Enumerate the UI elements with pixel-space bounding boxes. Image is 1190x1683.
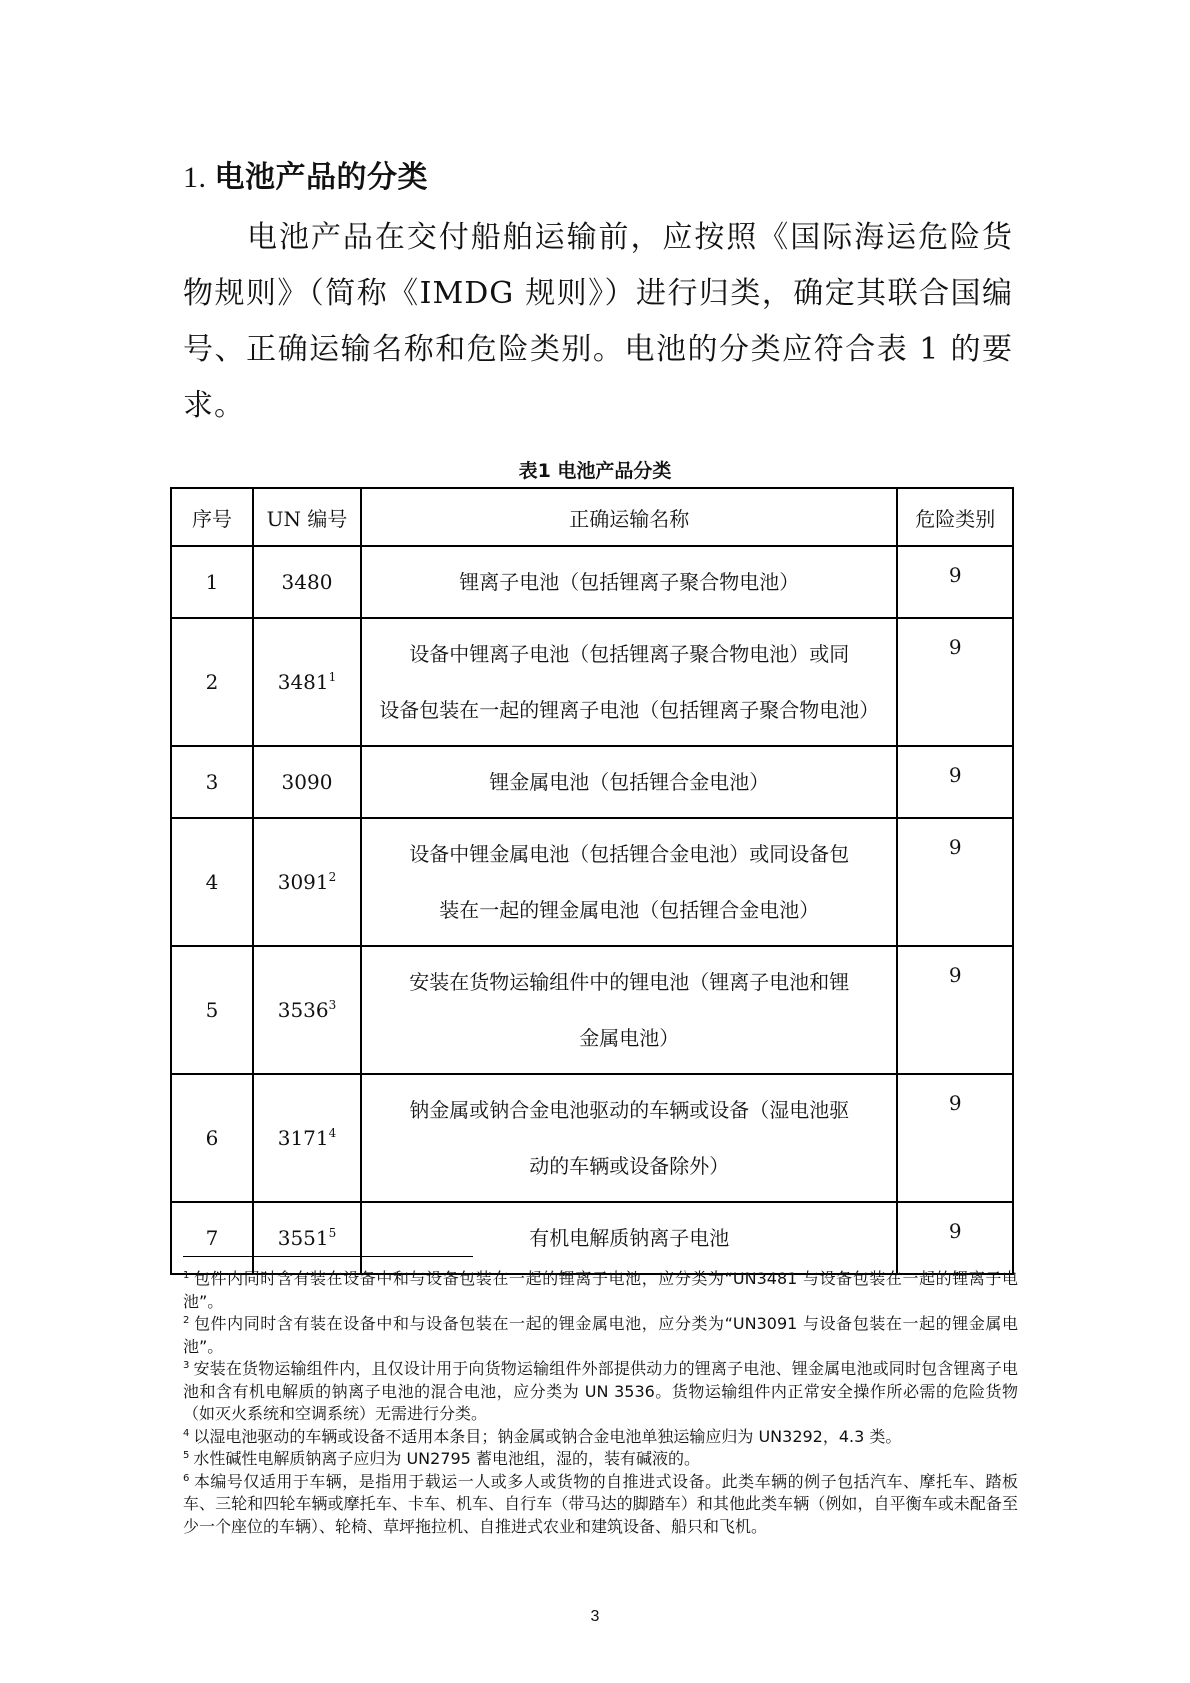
name-line: 有机电解质钠离子电池 [529,1226,730,1250]
footnote [183,1313,1018,1358]
footnote-ref: 5 [328,1226,337,1240]
name-line: 装在一起的锂金属电池（包括锂合金电池） [439,898,820,922]
section-heading [183,158,428,198]
name-line: 锂金属电池（包括锂合金电池） [489,770,770,794]
footnote [183,1471,1018,1539]
name-line: 设备中锂金属电池（包括锂合金电池）或同设备包 [409,842,850,866]
table-row [171,746,1013,818]
un-number: 3481 [277,670,329,694]
cell-seq: 5 [171,946,253,1074]
section-number: 1. [183,161,207,194]
footnote-mark: 2 [183,1315,190,1326]
footnote-mark: 1 [183,1270,190,1281]
cell-seq: 2 [171,618,253,746]
table-row [171,1074,1013,1202]
name-line: 钠金属或钠合金电池驱动的车辆或设备（湿电池驱 [409,1098,850,1122]
cell-seq: 1 [171,546,253,618]
cell-seq: 7 [171,1202,253,1274]
cell-un [253,818,361,946]
un-number: 3536 [277,998,329,1022]
cell-name [361,818,898,946]
table-header-row [171,488,1013,546]
footnote [183,1426,1018,1449]
un-number: 3091 [277,870,329,894]
cell-name [361,546,898,618]
footnote-ref: 1 [328,670,337,684]
header-un: UN 编号 [253,488,361,546]
footnote-text: 包件内同时含有装在设备中和与设备包装在一起的锂金属电池，应分类为“UN3091 与设备包装在一起的锂金属电池”。 [183,1314,1018,1356]
page-number: 3 [590,1608,600,1625]
footnote-mark: 4 [183,1427,190,1439]
cell-category: 9 [897,1074,1013,1202]
un-number: 3090 [281,770,333,794]
footnote-mark: 3 [183,1360,190,1371]
footnote-text: 本编号仅适用于车辆，是指用于载运一人或多人或货物的自推进式设备。此类车辆的例子包括汽车、摩托车、踏板车、三轮和四轮车辆或摩托车、卡车、机车、自行车（带马达的脚踏车）和其他此类车辆（例如，自平衡车或未配备至少一个座位的车辆）、轮椅、草坪拖拉机、自推进式农业和建筑设备、船只和飞机。 [183,1471,1018,1536]
cell-category: 9 [897,618,1013,746]
footnote [183,1448,1018,1471]
cell-un [253,618,361,746]
section-title: 电池产品的分类 [214,160,428,195]
name-line: 设备中锂离子电池（包括锂离子聚合物电池）或同 [409,642,850,666]
cell-seq: 6 [171,1074,253,1202]
table-row [171,1202,1013,1274]
cell-name [361,1202,898,1274]
cell-category: 9 [897,946,1013,1074]
name-line: 设备包装在一起的锂离子电池（包括锂离子聚合物电池） [379,698,880,722]
table-row [171,618,1013,746]
cell-un [253,1074,361,1202]
footnote-ref: 2 [328,870,337,884]
footnote-text: 以湿电池驱动的车辆或设备不适用本条目；钠金属或钠合金电池单独运输应归为 UN3292，4.3 类。 [193,1426,902,1446]
cell-un [253,746,361,818]
cell-category: 9 [897,1202,1013,1274]
table-caption: 表1 电池产品分类 [518,460,672,482]
header-seq: 序号 [171,488,253,546]
name-line: 金属电池） [579,1026,680,1050]
header-name: 正确运输名称 [361,488,898,546]
name-line: 动的车辆或设备除外） [529,1154,730,1178]
footnote-mark: 6 [183,1472,190,1484]
intro-paragraph: 电池产品在交付船舶运输前，应按照《国际海运危险货物规则》（简称《IMDG 规则》）进行归类，确定其联合国编号、正确运输名称和危险类别。电池的分类应符合表 1 的要求。 [183,220,1013,423]
footnote-mark: 5 [183,1450,190,1461]
un-number: 3171 [277,1126,329,1150]
footnote-ref: 3 [328,998,337,1012]
footnotes [183,1268,1018,1538]
cell-un [253,546,361,618]
un-number: 3480 [281,570,333,594]
name-line: 安装在货物运输组件中的锂电池（锂离子电池和锂 [409,970,850,994]
cell-name [361,946,898,1074]
cell-seq: 3 [171,746,253,818]
cell-category: 9 [897,818,1013,946]
footnote-text: 安装在货物运输组件内，且仅设计用于向货物运输组件外部提供动力的锂离子电池、锂金属电池或同时包含锂离子电池和含有机电解质的钠离子电池的混合电池，应分类为 UN 3536。货物运输组件内正常安全操作所必需的危险货物（如灭火系统和空调系统）无需进行分类。 [183,1359,1018,1423]
cell-seq: 4 [171,818,253,946]
cell-category: 9 [897,546,1013,618]
footnote [183,1268,1018,1313]
cell-un [253,946,361,1074]
footnote-text: 包件内同时含有装在设备中和与设备包装在一起的锂离子电池，应分类为“UN3481 与设备包装在一起的锂离子电池”。 [183,1269,1018,1311]
un-number: 3551 [277,1226,329,1250]
cell-name [361,618,898,746]
table-row [171,946,1013,1074]
cell-category: 9 [897,746,1013,818]
footnote-divider [183,1256,473,1257]
header-category: 危险类别 [897,488,1013,546]
footnote [183,1358,1018,1426]
cell-name [361,1074,898,1202]
footnote-text: 水性碱性电解质钠离子应归为 UN2795 蓄电池组，湿的，装有碱液的。 [193,1449,700,1468]
table-row [171,546,1013,618]
name-line: 锂离子电池（包括锂离子聚合物电池） [459,570,800,594]
table-row [171,818,1013,946]
footnote-ref: 4 [328,1126,337,1140]
cell-un [253,1202,361,1274]
battery-classification-table [170,487,1014,1275]
cell-name [361,746,898,818]
